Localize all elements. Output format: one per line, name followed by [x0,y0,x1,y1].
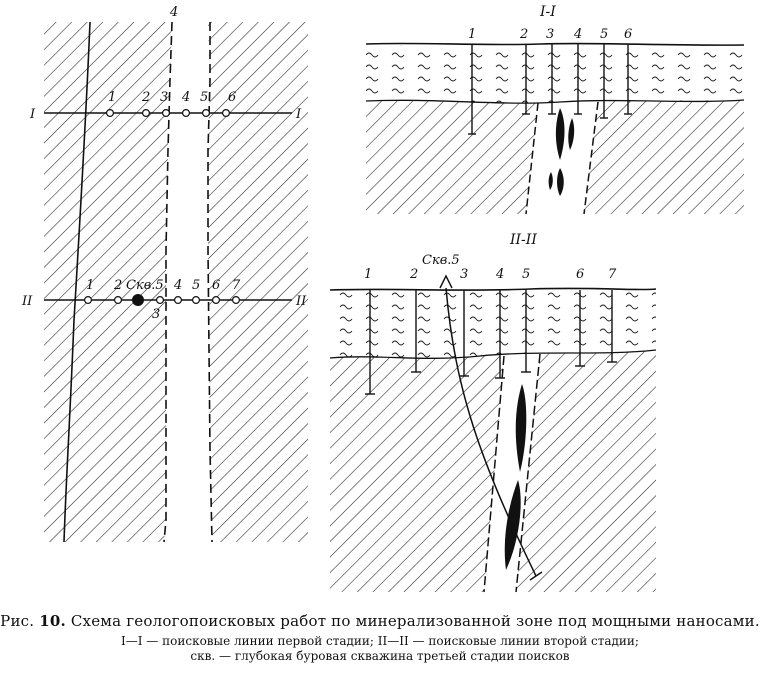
section-I-point-label: 4 [574,27,583,42]
section-I-ore-lens [557,168,564,196]
section-I-ore-lens [568,118,574,150]
plan-well-marker [132,294,144,306]
plan-line-II-label: 2 [114,278,123,293]
plan-line-II-label: 1 [86,278,95,293]
section-I-bedrock-right [584,100,744,214]
plan-label-II-right: II [296,294,307,309]
plan-line-I-label: 1 [108,90,117,105]
section-I-bedrock-left [366,100,538,214]
section-I-title: I-I [540,4,556,20]
section-II-overburden [330,290,656,358]
plan-label-top: 4 [170,5,179,20]
section-I-point-label: 2 [520,27,529,42]
plan-label-II-left: II [22,294,33,309]
plan-map [21,5,308,542]
plan-line-I-label: 3 [160,90,169,105]
plan-line-I-label: 4 [182,90,191,105]
plan-line-II-label: 6 [212,278,221,293]
plan-line-II-label: 7 [232,278,241,293]
plan-right-hatched-zone [208,22,308,542]
section-I-point-label: 6 [624,27,633,42]
section-II-point-label: 7 [608,267,617,282]
plan-line-I-point [223,110,230,117]
section-II-point-label: 1 [364,267,373,282]
caption-legend [0,634,760,664]
section-II-point-label: 2 [410,267,419,282]
plan-line-II-point [193,297,200,304]
caption-legend-line-1: I—I — поисковые линии первой стадии; II—II — поисковые линии второй стадии; [121,634,639,648]
caption-figure-number: 10. [39,612,66,630]
plan-label-I-left: I [30,107,36,122]
section-II-well-label: Скв.5 [422,253,460,268]
section-I-point-label: 3 [546,27,555,42]
plan-line-I-point [107,110,114,117]
section-I-overburden [366,45,744,103]
plan-line-II-label-3: 3 [152,307,161,322]
plan-line-II-point [85,297,92,304]
figure-caption [0,612,760,664]
plan-line-II-label: 5 [192,278,201,293]
section-II-ore-lens [516,384,527,472]
plan-well-label: Скв.5 [126,278,164,293]
plan-line-II-label: 4 [174,278,183,293]
section-I [366,4,744,214]
section-II-point-label: 5 [522,267,531,282]
plan-line-II-point [233,297,240,304]
plan-label-I-right: I [296,107,302,122]
section-II-bedrock-left [330,356,504,592]
plan-line-I-point [143,110,150,117]
plan-line-II-point [213,297,220,304]
section-I-surface [366,43,744,45]
plan-line-I-label: 6 [228,90,237,105]
section-I-point-label: 1 [468,27,477,42]
plan-line-I-point [163,110,170,117]
caption-legend-line-2: скв. — глубокая буровая скважина третьей стадии поисков [190,649,570,663]
caption-title-row [0,612,760,631]
plan-line-I-label: 2 [142,90,151,105]
section-I-ore-lens [556,108,565,160]
plan-line-I-point [183,110,190,117]
plan-line-II-point [115,297,122,304]
section-I-ore-lens [549,172,553,190]
section-I-point-label: 5 [600,27,609,42]
plan-line-II-point [175,297,182,304]
section-II-point-label: 6 [576,267,585,282]
section-II-well-triangle [440,276,452,288]
section-II-point-label: 3 [460,267,469,282]
section-II [330,232,656,592]
plan-line-I-point [203,110,210,117]
section-II-title: II-II [510,232,537,248]
caption-title: Схема геологопоисковых работ по минерализованной зоне под мощными наносами. [70,612,760,630]
caption-prefix: Рис. [0,612,35,630]
plan-line-I-label: 5 [200,90,209,105]
plan-line-II-point-3 [157,297,164,304]
section-II-point-label: 4 [496,267,505,282]
section-II-surface [330,288,656,290]
